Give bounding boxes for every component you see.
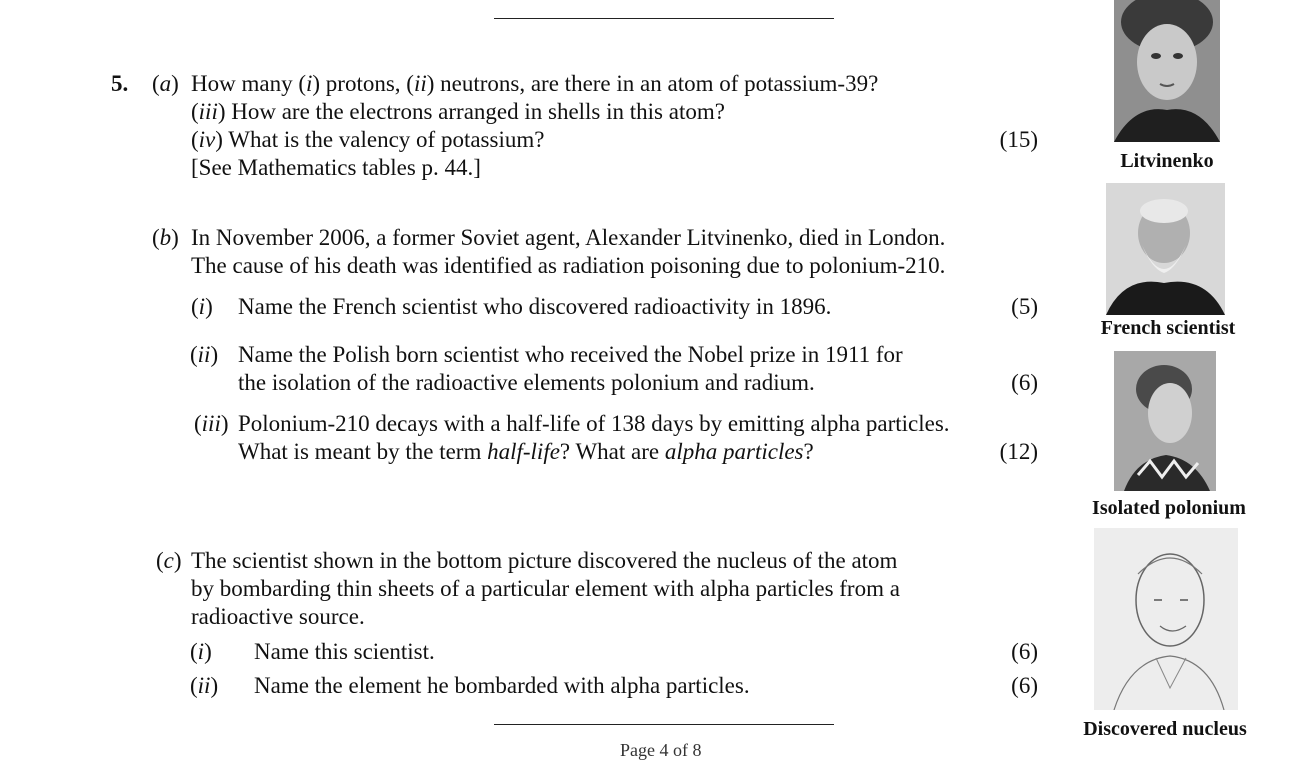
part-c-ii-marks: (6) (1011, 673, 1038, 698)
french-scientist-photo (1106, 183, 1225, 315)
discovered-nucleus-sketch (1094, 528, 1238, 710)
top-divider (494, 18, 834, 19)
part-c-label: (c) (156, 548, 182, 573)
part-c-ii-label: (ii) (190, 673, 219, 698)
photo-caption-discovered-nucleus: Discovered nucleus (1083, 718, 1247, 740)
bottom-divider (494, 724, 834, 725)
part-b-iii-label: (iii) (194, 411, 229, 436)
part-a-line1: How many (i) protons, (ii) neutrons, are there in an atom of potassium-39? (191, 71, 879, 96)
photo-caption-french-scientist: French scientist (1100, 317, 1236, 339)
part-c-i-text: Name this scientist. (254, 639, 435, 664)
portrait-photo-icon (1114, 351, 1216, 491)
part-a-reference: [See Mathematics tables p. 44.] (191, 155, 481, 180)
photo-caption-litvinenko: Litvinenko (1120, 150, 1214, 172)
isolated-polonium-photo (1114, 351, 1216, 491)
part-b-iii-text-1: Polonium-210 decays with a half-life of 138 days by emitting alpha particles. (238, 411, 950, 436)
litvinenko-photo (1114, 0, 1220, 142)
part-b-ii-label: (ii) (190, 342, 219, 367)
part-c-intro-1: The scientist shown in the bottom picture discovered the nucleus of the atom (191, 548, 898, 573)
question-number: 5. (111, 71, 129, 96)
part-a-iii: (iii) How are the electrons arranged in shells in this atom? (191, 99, 725, 124)
part-a-marks: (15) (999, 127, 1038, 152)
part-b-i-marks: (5) (1011, 294, 1038, 319)
portrait-photo-icon (1114, 0, 1220, 142)
part-a-label: (a) (152, 71, 179, 96)
part-b-ii-marks: (6) (1011, 370, 1038, 395)
photo-caption-isolated-polonium: Isolated polonium (1092, 497, 1246, 519)
page-number: Page 4 of 8 (620, 740, 702, 760)
part-b-iii-marks: (12) (999, 439, 1038, 464)
portrait-photo-icon (1106, 183, 1225, 315)
part-b-intro-2: The cause of his death was identified as radiation poisoning due to polonium-210. (191, 253, 946, 278)
part-b-label: (b) (152, 225, 179, 250)
part-c-i-marks: (6) (1011, 639, 1038, 664)
part-c-intro-3: radioactive source. (191, 604, 365, 629)
part-c-intro-2: by bombarding thin sheets of a particular element with alpha particles from a (191, 576, 900, 601)
portrait-sketch-icon (1094, 528, 1238, 710)
part-c-ii-text: Name the element he bombarded with alpha particles. (254, 673, 750, 698)
part-b-i-label: (i) (191, 294, 213, 319)
part-b-i-text: Name the French scientist who discovered radioactivity in 1896. (238, 294, 832, 319)
part-c-i-label: (i) (190, 639, 212, 664)
part-b-ii-text-2: the isolation of the radioactive elements polonium and radium. (238, 370, 815, 395)
part-b-intro-1: In November 2006, a former Soviet agent, Alexander Litvinenko, died in London. (191, 225, 946, 250)
part-b-iii-text-2: What is meant by the term half-life? What are alpha particles? (238, 439, 814, 464)
part-b-ii-text-1: Name the Polish born scientist who received the Nobel prize in 1911 for (238, 342, 903, 367)
part-a-iv: (iv) What is the valency of potassium? (191, 127, 545, 152)
